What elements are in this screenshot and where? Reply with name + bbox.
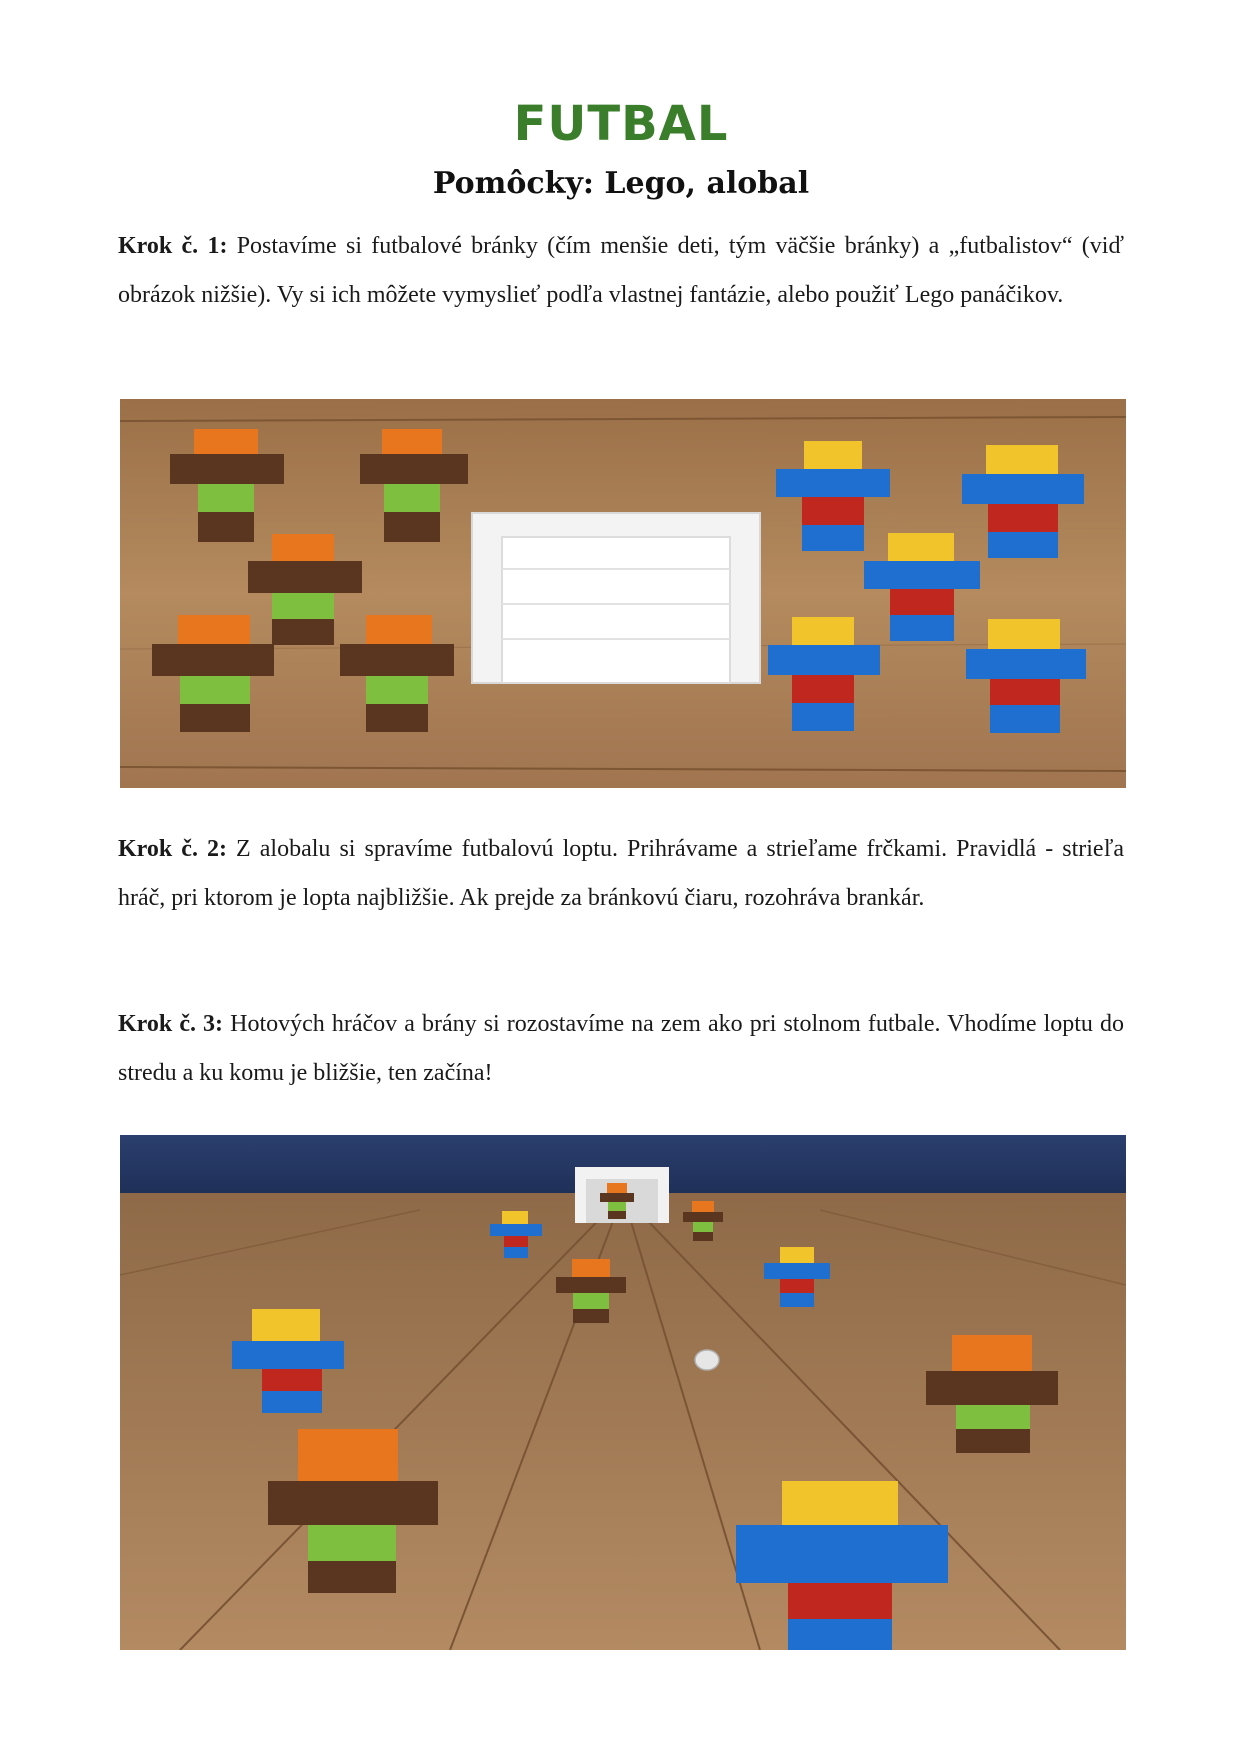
lego-goal <box>472 513 760 683</box>
foil-ball <box>695 1350 719 1370</box>
lego-players-illustration <box>120 399 1126 788</box>
page-title: FUTBAL <box>513 96 729 152</box>
step-1-paragraph <box>118 222 1124 320</box>
step-1-label: Krok č. 1: <box>118 233 228 259</box>
step-3-text: Hotových hráčov a brány si rozostavíme na zem ako pri stolnom futbale. Vhodíme loptu do stredu a ku komu je bližšie, ten začína! <box>118 1011 1124 1086</box>
step-1-text: Postavíme si futbalové bránky (čím menšie deti, tým väčšie bránky) a „futbalistov“ (viď obrázok nižšie). Vy si ich môžete vymyslieť podľa vlastnej fantázie, alebo použiť Lego panáčikov. <box>118 233 1124 308</box>
lego-match-illustration <box>120 1135 1126 1650</box>
step-3-label: Krok č. 3: <box>118 1011 224 1037</box>
step-2-label: Krok č. 2: <box>118 836 227 862</box>
lego-match-photo <box>120 1135 1126 1650</box>
step-2-paragraph <box>118 825 1124 923</box>
page-subtitle: Pomôcky: Lego, alobal <box>432 166 810 201</box>
step-3-paragraph <box>118 1000 1124 1098</box>
step-2-text: Z alobalu si spravíme futbalovú loptu. Prihrávame a strieľame frčkami. Pravidlá - strieľa hráč, pri ktorom je lopta najbližšie. Ak prejde za bránkovú čiaru, rozohráva brankár. <box>118 836 1124 911</box>
lego-players-photo <box>120 399 1126 788</box>
